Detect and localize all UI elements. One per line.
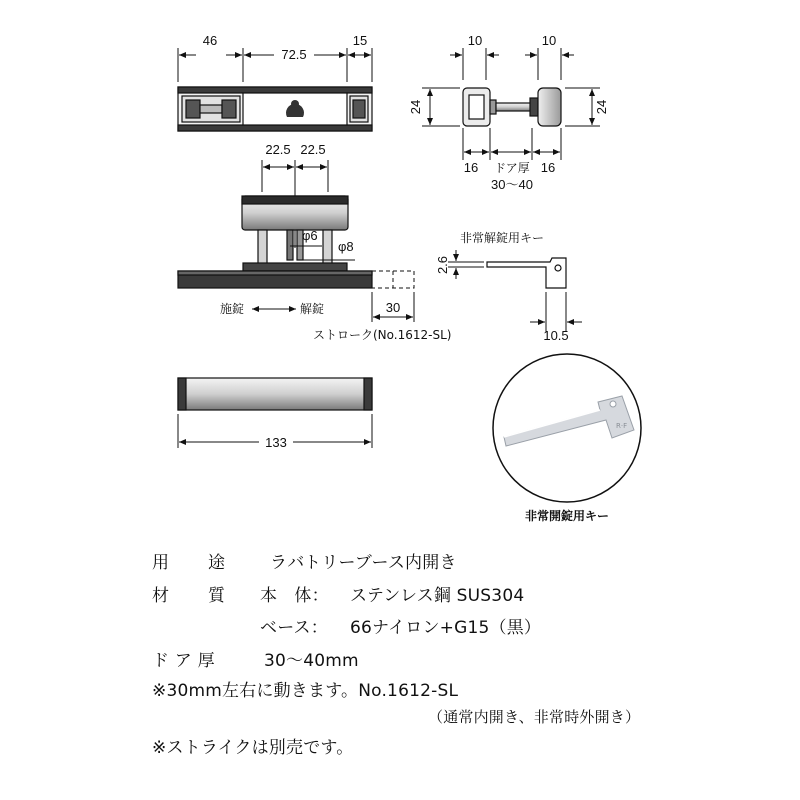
dim-16-left: 16 xyxy=(463,160,479,175)
side-view-body xyxy=(463,88,561,126)
spec-base-value: 66ナイロン+G15（黒） xyxy=(350,618,542,638)
dim-22-5-left: 22.5 xyxy=(265,142,291,157)
spec-body-label: 本 体： xyxy=(260,586,329,606)
stroke-dim-30: 30 xyxy=(385,300,401,315)
unlock-label: 解錠 xyxy=(300,302,325,316)
photo-caption: 非常開錠用キー xyxy=(524,509,610,523)
spec-base-label: ベース： xyxy=(260,618,328,638)
key-drawing-title: 非常解錠用キー xyxy=(460,231,545,245)
spec-note1-sub: （通常内開き、非常時外開き） xyxy=(428,708,641,726)
dim-10-left: 10 xyxy=(467,33,483,48)
bottom-view xyxy=(178,378,372,450)
door-thickness-label: ドア厚 xyxy=(494,161,530,175)
dim-15: 15 xyxy=(352,33,368,48)
front-view xyxy=(178,142,451,342)
key-width-dim: 10.5 xyxy=(543,328,569,343)
dim-72-5: 72.5 xyxy=(281,47,307,62)
phi6-label: φ6 xyxy=(302,228,318,243)
key-photo xyxy=(493,354,641,502)
dim-24-right: 24 xyxy=(594,99,609,115)
spec-body-value: ステンレス鋼 SUS304 xyxy=(350,586,525,606)
dim-46: 46 xyxy=(202,33,218,48)
key-outline xyxy=(487,258,566,288)
lock-label: 施錠 xyxy=(220,302,245,316)
spec-door-value: 30～40mm xyxy=(264,651,359,671)
stroke-label: ストローク(No.1612-SL) xyxy=(313,328,452,342)
side-view xyxy=(408,33,609,192)
spec-note1: ※30mm左右に動きます。No.1612-SL xyxy=(152,681,459,701)
top-view-body xyxy=(178,87,372,131)
key-drawing xyxy=(435,230,582,343)
length-dim-133: 133 xyxy=(265,435,287,450)
door-thickness-range: 30～40 xyxy=(491,177,533,192)
svg-text:R·F: R·F xyxy=(616,422,628,430)
spec-door-label: ド ア 厚 xyxy=(152,651,215,671)
phi8-label: φ8 xyxy=(338,239,354,254)
dim-16-right: 16 xyxy=(540,160,556,175)
spec-use-value: ラバトリーブース内開き xyxy=(270,553,457,573)
dim-24-left: 24 xyxy=(408,99,423,115)
dim-10-right: 10 xyxy=(541,33,557,48)
dim-22-5-right: 22.5 xyxy=(300,142,326,157)
spec-note2: ※ストライクは別売です。 xyxy=(152,738,354,758)
top-view xyxy=(178,33,372,131)
key-thickness-dim: 2.6 xyxy=(435,255,450,275)
